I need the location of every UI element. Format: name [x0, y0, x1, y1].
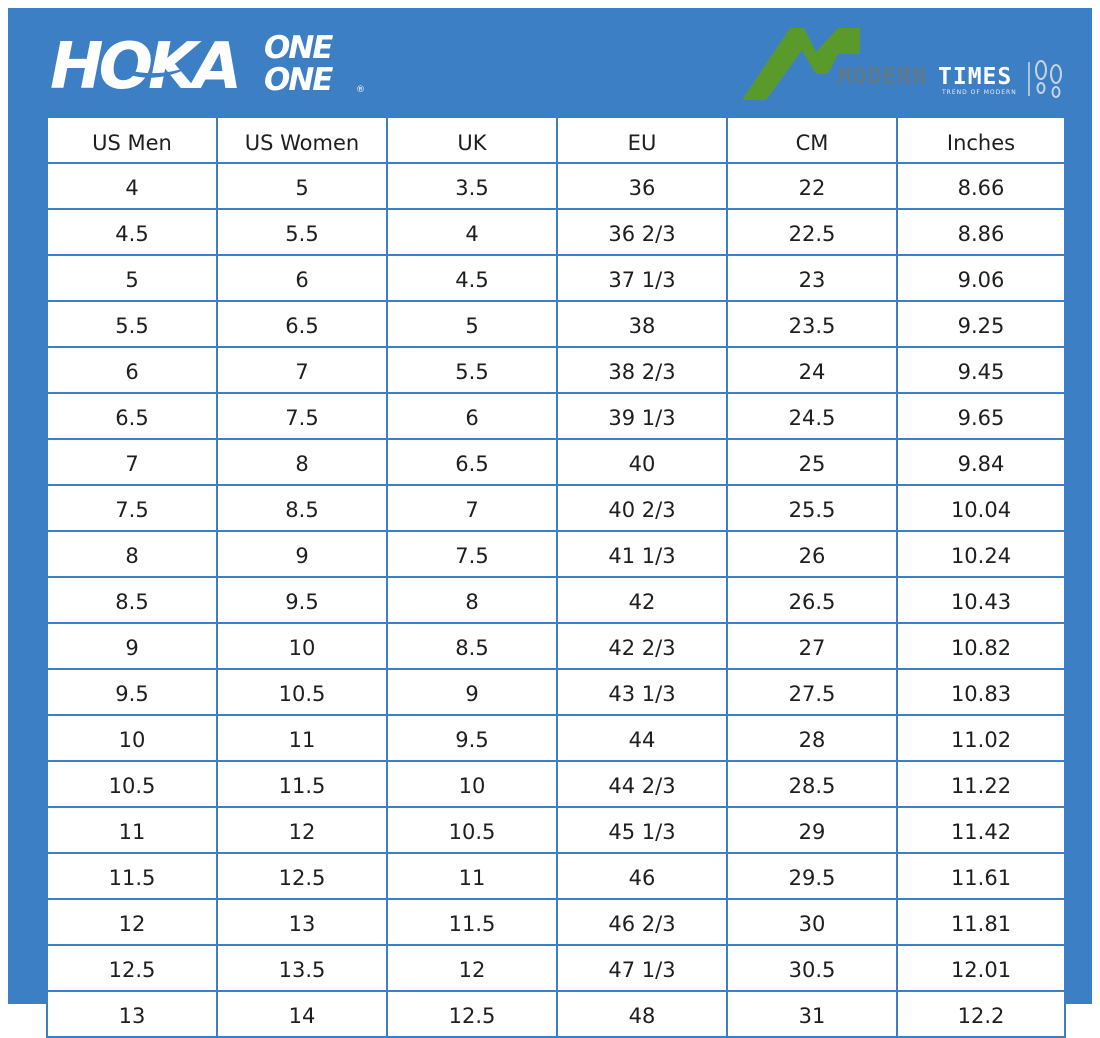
cell-cm: 25.5 [727, 485, 897, 531]
cell-us-men: 5 [47, 255, 217, 301]
cell-uk: 7.5 [387, 531, 557, 577]
cell-uk: 8.5 [387, 623, 557, 669]
cell-us-men: 11.5 [47, 853, 217, 899]
cell-us-men: 4.5 [47, 209, 217, 255]
cell-inches: 11.02 [897, 715, 1065, 761]
shoe-prints-icon [1036, 61, 1061, 97]
header-us-women: US Women [217, 117, 387, 163]
cell-cm: 27 [727, 623, 897, 669]
cell-uk: 12 [387, 945, 557, 991]
modern-times-logo [742, 28, 1072, 102]
cell-us-men: 9.5 [47, 669, 217, 715]
cell-inches: 9.06 [897, 255, 1065, 301]
size-chart-body [47, 163, 1065, 1037]
cell-us-women: 9 [217, 531, 387, 577]
cell-eu: 36 [557, 163, 727, 209]
cell-us-women: 11.5 [217, 761, 387, 807]
cell-eu: 42 [557, 577, 727, 623]
cell-eu: 44 2/3 [557, 761, 727, 807]
table-row [47, 393, 1065, 439]
cell-us-men: 7.5 [47, 485, 217, 531]
cell-eu: 48 [557, 991, 727, 1037]
cell-cm: 31 [727, 991, 897, 1037]
cell-us-women: 9.5 [217, 577, 387, 623]
cell-uk: 3.5 [387, 163, 557, 209]
table-row [47, 853, 1065, 899]
cell-us-women: 6 [217, 255, 387, 301]
cell-us-men: 12 [47, 899, 217, 945]
cell-us-women: 7.5 [217, 393, 387, 439]
cell-eu: 41 1/3 [557, 531, 727, 577]
cell-inches: 8.86 [897, 209, 1065, 255]
cell-cm: 24.5 [727, 393, 897, 439]
cell-uk: 4.5 [387, 255, 557, 301]
cell-inches: 9.45 [897, 347, 1065, 393]
cell-cm: 28 [727, 715, 897, 761]
cell-inches: 11.22 [897, 761, 1065, 807]
cell-inches: 10.04 [897, 485, 1065, 531]
cell-us-men: 8.5 [47, 577, 217, 623]
header-us-men: US Men [47, 117, 217, 163]
cell-eu: 39 1/3 [557, 393, 727, 439]
cell-cm: 30.5 [727, 945, 897, 991]
cell-uk: 4 [387, 209, 557, 255]
cell-eu: 37 1/3 [557, 255, 727, 301]
cell-inches: 11.42 [897, 807, 1065, 853]
cell-cm: 24 [727, 347, 897, 393]
table-row [47, 301, 1065, 347]
cell-uk: 10.5 [387, 807, 557, 853]
cell-eu: 40 2/3 [557, 485, 727, 531]
cell-us-men: 6.5 [47, 393, 217, 439]
table-row [47, 945, 1065, 991]
cell-us-men: 11 [47, 807, 217, 853]
cell-us-women: 10.5 [217, 669, 387, 715]
cell-cm: 28.5 [727, 761, 897, 807]
logo-modern-text: MODERN [838, 64, 928, 90]
cell-uk: 6 [387, 393, 557, 439]
cell-inches: 10.83 [897, 669, 1065, 715]
table-row [47, 347, 1065, 393]
table-row [47, 531, 1065, 577]
cell-us-women: 10 [217, 623, 387, 669]
cell-inches: 9.25 [897, 301, 1065, 347]
cell-eu: 46 2/3 [557, 899, 727, 945]
cell-us-women: 12.5 [217, 853, 387, 899]
cell-cm: 25 [727, 439, 897, 485]
cell-uk: 5.5 [387, 347, 557, 393]
cell-eu: 45 1/3 [557, 807, 727, 853]
cell-us-men: 12.5 [47, 945, 217, 991]
cell-us-women: 5 [217, 163, 387, 209]
cell-cm: 30 [727, 899, 897, 945]
cell-inches: 10.82 [897, 623, 1065, 669]
cell-us-women: 8.5 [217, 485, 387, 531]
cell-us-men: 8 [47, 531, 217, 577]
cell-inches: 10.24 [897, 531, 1065, 577]
header-uk: UK [387, 117, 557, 163]
table-row [47, 669, 1065, 715]
cell-uk: 10 [387, 761, 557, 807]
cell-uk: 11 [387, 853, 557, 899]
cell-eu: 36 2/3 [557, 209, 727, 255]
header-eu: EU [557, 117, 727, 163]
cell-cm: 23 [727, 255, 897, 301]
logo-tagline-text: TREND OF MODERN [942, 89, 1017, 96]
header-inches: Inches [897, 117, 1065, 163]
logo-hoka-text: HOKA [50, 30, 238, 100]
cell-us-women: 5.5 [217, 209, 387, 255]
table-row [47, 761, 1065, 807]
table-row [47, 623, 1065, 669]
cell-cm: 22.5 [727, 209, 897, 255]
cell-inches: 11.81 [897, 899, 1065, 945]
table-row [47, 163, 1065, 209]
cell-us-men: 7 [47, 439, 217, 485]
cell-eu: 38 [557, 301, 727, 347]
cell-inches: 9.84 [897, 439, 1065, 485]
cell-inches: 12.2 [897, 991, 1065, 1037]
cell-cm: 27.5 [727, 669, 897, 715]
table-header-row [47, 117, 1065, 163]
cell-inches: 12.01 [897, 945, 1065, 991]
cell-cm: 29.5 [727, 853, 897, 899]
cell-us-women: 13.5 [217, 945, 387, 991]
cell-uk: 11.5 [387, 899, 557, 945]
cell-us-men: 10.5 [47, 761, 217, 807]
cell-eu: 42 2/3 [557, 623, 727, 669]
cell-us-men: 6 [47, 347, 217, 393]
table-row [47, 209, 1065, 255]
table-row [47, 899, 1065, 945]
logo-times-text: TIMES [938, 64, 1013, 90]
table-row [47, 577, 1065, 623]
cell-us-men: 10 [47, 715, 217, 761]
cell-uk: 9.5 [387, 715, 557, 761]
cell-inches: 8.66 [897, 163, 1065, 209]
cell-eu: 38 2/3 [557, 347, 727, 393]
cell-us-men: 9 [47, 623, 217, 669]
cell-inches: 11.61 [897, 853, 1065, 899]
cell-us-women: 7 [217, 347, 387, 393]
hoka-one-one-logo [46, 28, 376, 100]
cell-cm: 22 [727, 163, 897, 209]
header-cm: CM [727, 117, 897, 163]
cell-cm: 23.5 [727, 301, 897, 347]
cell-uk: 9 [387, 669, 557, 715]
cell-eu: 46 [557, 853, 727, 899]
cell-uk: 12.5 [387, 991, 557, 1037]
cell-cm: 29 [727, 807, 897, 853]
cell-eu: 47 1/3 [557, 945, 727, 991]
logo-one-bottom-text: ONE [264, 62, 332, 98]
logo-one-top-text: ONE [264, 30, 332, 66]
table-row [47, 991, 1065, 1037]
cell-eu: 40 [557, 439, 727, 485]
cell-us-women: 12 [217, 807, 387, 853]
table-row [47, 255, 1065, 301]
cell-uk: 7 [387, 485, 557, 531]
cell-cm: 26.5 [727, 577, 897, 623]
cell-us-men: 5.5 [47, 301, 217, 347]
cell-us-men: 13 [47, 991, 217, 1037]
size-chart-table [46, 116, 1066, 1038]
table-row [47, 807, 1065, 853]
cell-uk: 5 [387, 301, 557, 347]
cell-inches: 9.65 [897, 393, 1065, 439]
cell-us-women: 14 [217, 991, 387, 1037]
table-row [47, 439, 1065, 485]
table-row [47, 715, 1065, 761]
cell-us-women: 11 [217, 715, 387, 761]
cell-us-men: 4 [47, 163, 217, 209]
cell-us-women: 6.5 [217, 301, 387, 347]
table-row [47, 485, 1065, 531]
cell-us-women: 8 [217, 439, 387, 485]
cell-eu: 44 [557, 715, 727, 761]
cell-uk: 8 [387, 577, 557, 623]
cell-cm: 26 [727, 531, 897, 577]
cell-inches: 10.43 [897, 577, 1065, 623]
registered-mark: ® [356, 85, 365, 95]
cell-us-women: 13 [217, 899, 387, 945]
cell-eu: 43 1/3 [557, 669, 727, 715]
cell-uk: 6.5 [387, 439, 557, 485]
